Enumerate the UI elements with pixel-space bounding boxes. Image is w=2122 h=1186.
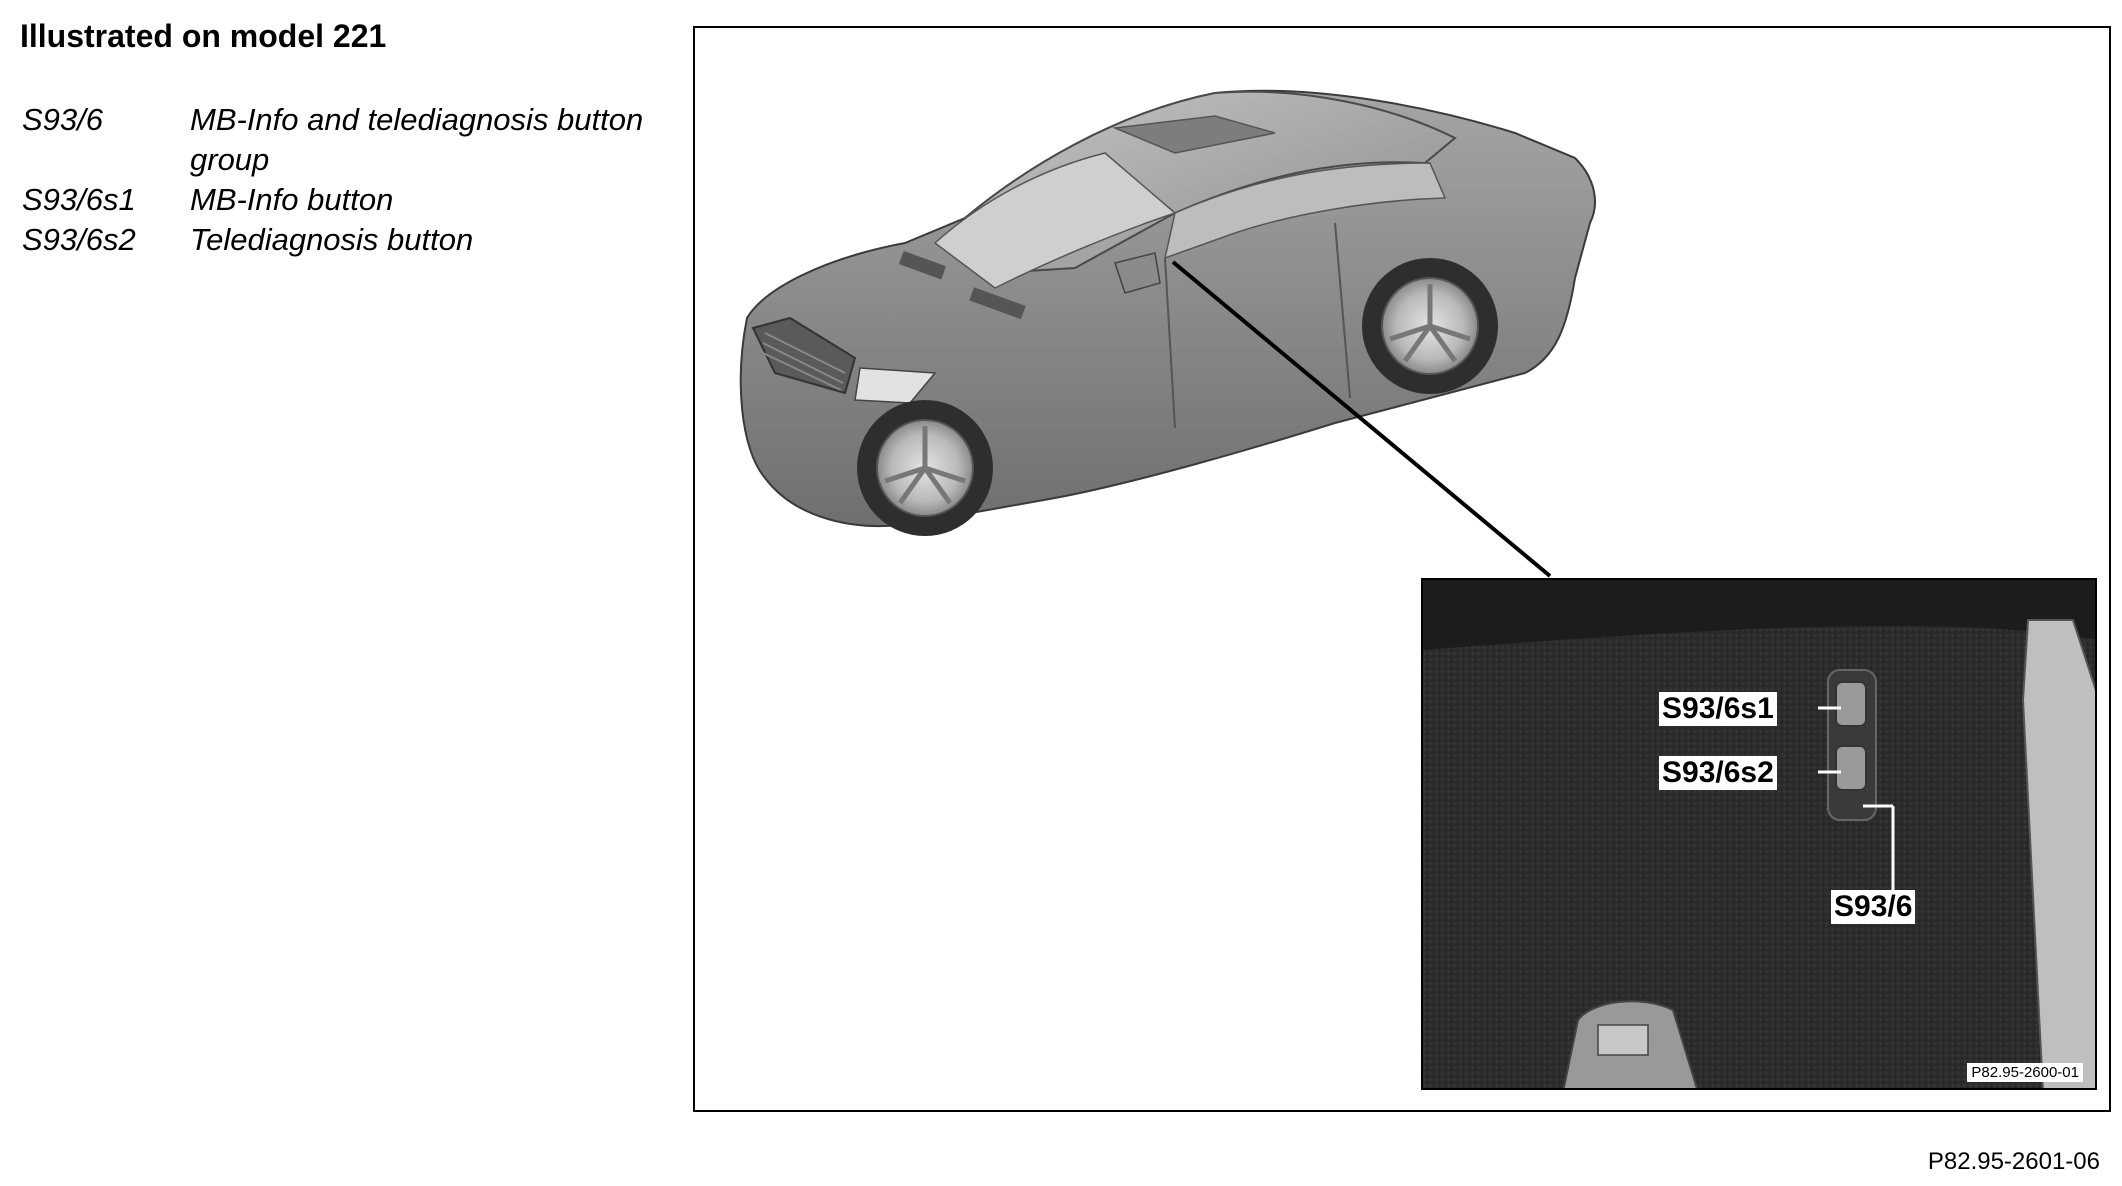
legend-code: S93/6s1	[22, 182, 136, 217]
inset-photo	[1423, 580, 2097, 1090]
inset-reference: P82.95-2600-01	[1967, 1063, 2083, 1082]
detail-inset	[1421, 578, 2097, 1090]
legend-description: Telediagnosis button	[190, 222, 474, 257]
legend	[22, 100, 700, 260]
legend-code: S93/6	[22, 102, 104, 137]
mb-info-button	[1836, 682, 1866, 726]
callout-s93-6: S93/6	[1831, 890, 1915, 924]
legend-row	[22, 180, 700, 220]
legend-description: MB-Info and telediagnosis button group	[190, 102, 644, 177]
legend-description: MB-Info button	[190, 182, 394, 217]
callout-s93-6s1: S93/6s1	[1659, 692, 1777, 726]
telediagnosis-button	[1836, 746, 1866, 790]
illustration-frame	[693, 26, 2111, 1112]
callout-s93-6s2: S93/6s2	[1659, 756, 1777, 790]
legend-row	[22, 100, 700, 180]
legend-row	[22, 220, 700, 260]
figure-reference: P82.95-2601-06	[1927, 1148, 2100, 1175]
page-title: Illustrated on model 221	[20, 18, 387, 54]
legend-code: S93/6s2	[22, 222, 136, 257]
